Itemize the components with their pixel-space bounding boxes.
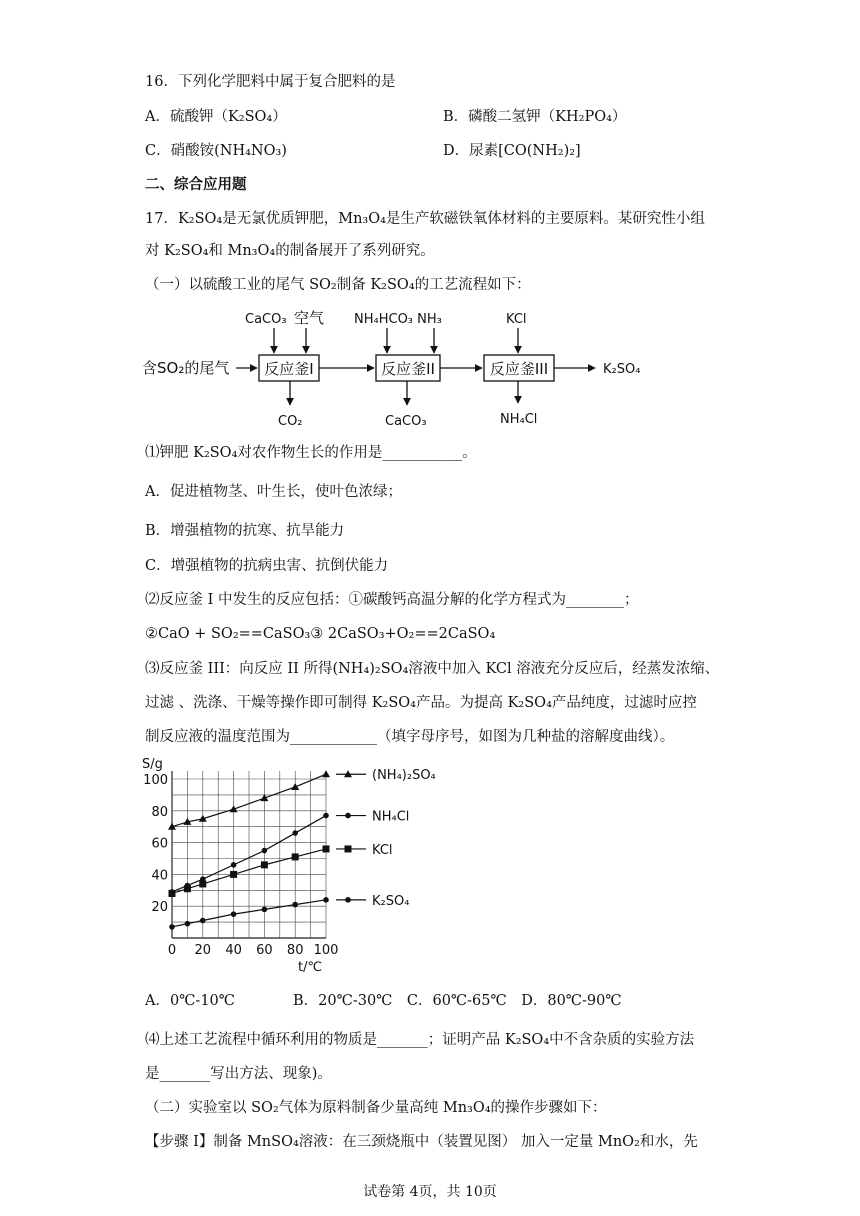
q16-option-c: C．硝酸铵(NH₄NO₃) — [145, 143, 287, 159]
part2-title: （二）实验室以 SO₂气体为原料制备少量高纯 Mn₃O₄的操作步骤如下： — [145, 1100, 607, 1116]
data-point — [322, 770, 330, 777]
data-point — [323, 813, 329, 819]
subq1-option-b: B．增强植物的抗寒、抗旱能力 — [145, 523, 345, 539]
flow-source-label: 含SO₂的尾气 — [142, 359, 230, 377]
legend-label: K₂SO₄ — [372, 893, 410, 909]
section-title: 二、综合应用题 — [145, 176, 247, 193]
q16-option-b: B．磷酸二氢钾（KH₂PO₄） — [443, 109, 627, 125]
data-point — [292, 853, 299, 860]
q16-option-a: A．硫酸钾（K₂SO₄） — [145, 109, 287, 125]
process-flow-diagram — [140, 305, 680, 430]
input-air-label: 空气 — [294, 309, 325, 327]
q17-intro-line2: 对 K₂SO₄和 Mn₃O₄的制备展开了系列研究。 — [145, 243, 435, 259]
x-tick-label: 60 — [256, 943, 273, 958]
subq1-option-c: C．增强植物的抗病虫害、抗倒伏能力 — [145, 558, 389, 574]
data-point — [323, 845, 330, 852]
x-tick-label: 0 — [167, 943, 177, 958]
subq1: ⑴钾肥 K₂SO₄对农作物生长的作用是___________。 — [145, 445, 477, 461]
data-point — [184, 885, 191, 892]
subq3-line1: ⑶反应釜 III：向反应 II 所得(NH₄)₂SO₄溶液中加入 KCl 溶液充分反应后，经蒸发浓缩、 — [145, 661, 720, 677]
data-point — [262, 848, 268, 854]
data-point — [231, 862, 237, 868]
output-co2-label: CO₂ — [278, 414, 303, 429]
data-point — [291, 783, 299, 790]
data-point — [345, 897, 351, 903]
data-point — [200, 918, 206, 924]
output-caco3-label: CaCO₃ — [385, 414, 427, 429]
x-tick-label: 20 — [194, 943, 212, 958]
x-tick-label: 100 — [313, 943, 339, 958]
solubility-chart — [140, 755, 440, 975]
q16-stem: 16．下列化学肥料中属于复合肥料的是 — [145, 74, 396, 90]
output-nh4cl-label: NH₄Cl — [500, 412, 538, 427]
q16-option-d: D．尿素[CO(NH₂)₂] — [443, 143, 581, 159]
flow-product-label: K₂SO₄ — [603, 362, 641, 377]
x-tick-label: 40 — [225, 943, 242, 958]
y-tick-label: 100 — [143, 773, 168, 788]
q17-intro-line1: 17．K₂SO₄是无氯优质钾肥，Mn₃O₄是生产软磁铁氧体材料的主要原料。某研究性小组 — [145, 211, 705, 227]
data-point — [261, 861, 268, 868]
y-tick-label: 20 — [151, 900, 168, 916]
data-point — [292, 902, 298, 908]
subq3-line2: 过滤 、洗涤、干燥等操作即可制得 K₂SO₄产品。为提高 K₂SO₄产品纯度，过滤时应控 — [145, 695, 697, 711]
legend-label: KCl — [372, 842, 393, 858]
data-point — [230, 871, 237, 878]
data-point — [169, 924, 175, 930]
data-point — [185, 921, 191, 927]
data-point — [323, 897, 329, 903]
reactor-3-label: 反应釜III — [489, 360, 549, 378]
subq4-line1: ⑷上述工艺流程中循环利用的物质是_______；证明产品 K₂SO₄中不含杂质的实验方法 — [145, 1032, 695, 1048]
y-axis-label: S/g — [142, 757, 163, 772]
y-tick-label: 40 — [151, 868, 168, 884]
subq3-line3: 制反应液的温度范围为____________（填字母序号，如图为几种盐的溶解度曲线）。 — [145, 729, 675, 745]
input-nh4hco3-nh3-label: NH₄HCO₃ NH₃ — [354, 312, 442, 327]
step1-text: 【步骤 I】制备 MnSO₄溶液：在三颈烧瓶中（装置见图） 加入一定量 MnO₂和水，先 — [145, 1134, 698, 1150]
data-point — [292, 830, 298, 836]
page-footer: 试卷第 4页，共 10页 — [363, 1184, 497, 1200]
subq2-equations: ②CaO + SO₂==CaSO₃③ 2CaSO₃+O₂==2CaSO₄ — [145, 626, 496, 642]
legend-label: NH₄Cl — [372, 809, 410, 825]
data-point — [169, 890, 176, 897]
legend-label: (NH₄)₂SO₄ — [372, 768, 436, 784]
y-tick-label: 60 — [151, 836, 168, 852]
x-axis-label: t/℃ — [298, 960, 323, 975]
reactor-1-label: 反应釜I — [264, 360, 314, 378]
data-point — [345, 813, 351, 819]
x-tick-label: 80 — [286, 943, 304, 958]
data-point — [231, 911, 237, 917]
subq4-line2: 是_______写出方法、现象)。 — [145, 1066, 332, 1082]
data-point — [199, 880, 206, 887]
subq3-options: A．0℃-10℃ B．20℃-30℃ C．60℃-65℃ D．80℃-90℃ — [145, 993, 622, 1009]
data-point — [262, 907, 268, 913]
input-kcl-label: KCl — [506, 312, 527, 327]
y-tick-label: 80 — [151, 804, 168, 820]
subq2: ⑵反应釜 I 中发生的反应包括：①碳酸钙高温分解的化学方程式为________； — [145, 592, 639, 608]
reactor-2-label: 反应釜II — [381, 360, 435, 378]
subq1-option-a: A．促进植物茎、叶生长，使叶色浓绿； — [145, 484, 402, 500]
input-caco3-label: CaCO₃ — [245, 312, 287, 327]
part1-title: （一）以硫酸工业的尾气 SO₂制备 K₂SO₄的工艺流程如下： — [145, 277, 531, 293]
data-point — [345, 845, 352, 852]
